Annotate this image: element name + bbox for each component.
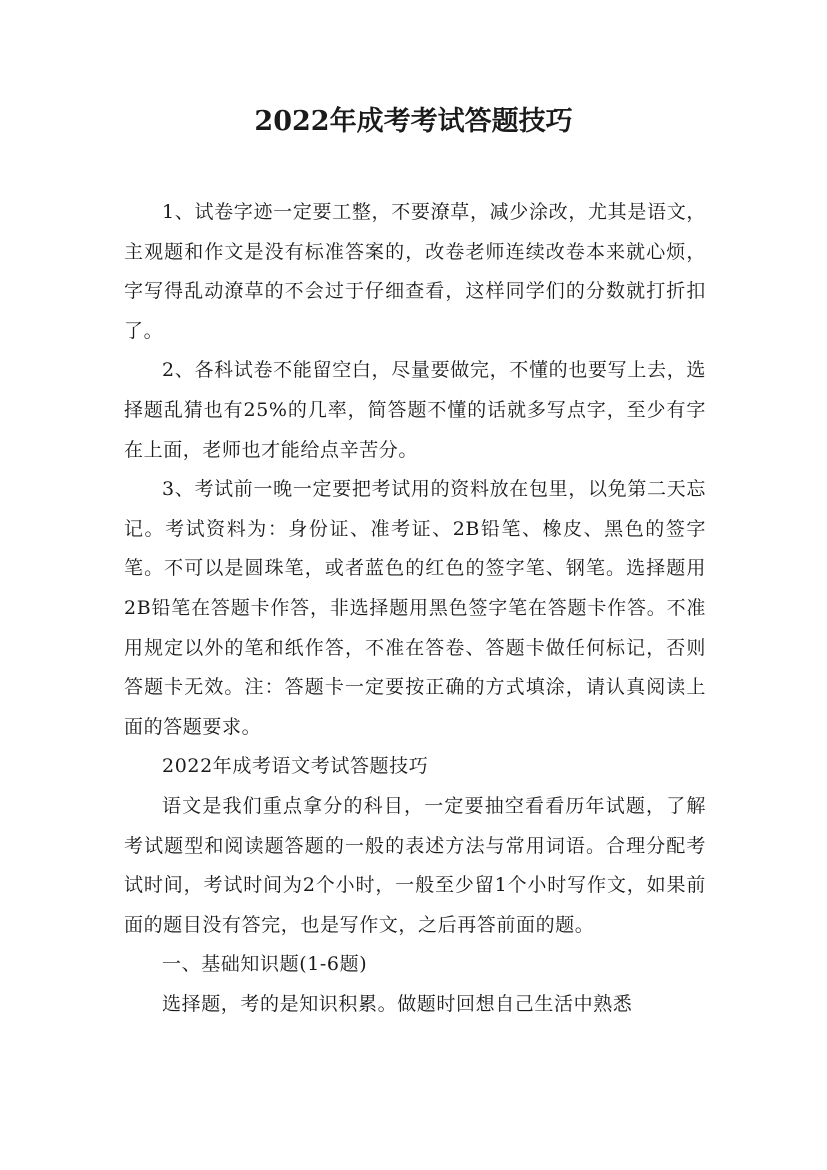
paragraph-tip-3: 3、考试前一晚一定要把考试用的资料放在包里，以免第二天忘记。考试资料为：身份证、准考证、2B铅笔、橡皮、黑色的签字笔。不可以是圆珠笔，或者蓝色的红色的签字笔、钢笔。选择题用2B铅笔在答题卡作答，非选择题用黑色签字笔在答题卡作答。不准用规定以外的笔和纸作答，不准在答卷、答题卡做任何标记，否则答题卡无效。注：答题卡一定要按正确的方式填涂，请认真阅读上面的答题要求。 xyxy=(124,478,706,738)
document-body xyxy=(124,193,706,1024)
document-title: 2022年成考考试答题技巧 xyxy=(254,106,573,137)
paragraph-chinese-intro: 语文是我们重点拿分的科目，一定要抽空看看历年试题，了解考试题型和阅读题答题的一般的表述方法与常用词语。合理分配考试时间，考试时间为2个小时，一般至少留1个小时写作文，如果前面的题目没有答完，也是写作文，之后再答前面的题。 xyxy=(124,794,706,936)
section-heading-basics: 一、基础知识题(1-6题) xyxy=(162,953,368,976)
paragraph-tip-2: 2、各科试卷不能留空白，尽量要做完，不懂的也要写上去，选择题乱猜也有25%的几率，简答题不懂的话就多写点字，至少有字在上面，老师也才能给点辛苦分。 xyxy=(124,359,706,461)
paragraph-tip-1: 1、试卷字迹一定要工整，不要潦草，减少涂改，尤其是语文，主观题和作文是没有标准答案的，改卷老师连续改卷本来就心烦，字写得乱动潦草的不会过于仔细查看，这样同学们的分数就打折扣了。 xyxy=(124,201,706,342)
section-heading-chinese: 2022年成考语文考试答题技巧 xyxy=(162,755,429,778)
paragraph-basics-intro: 选择题，考的是知识积累。做题时回想自己生活中熟悉 xyxy=(162,992,633,1015)
